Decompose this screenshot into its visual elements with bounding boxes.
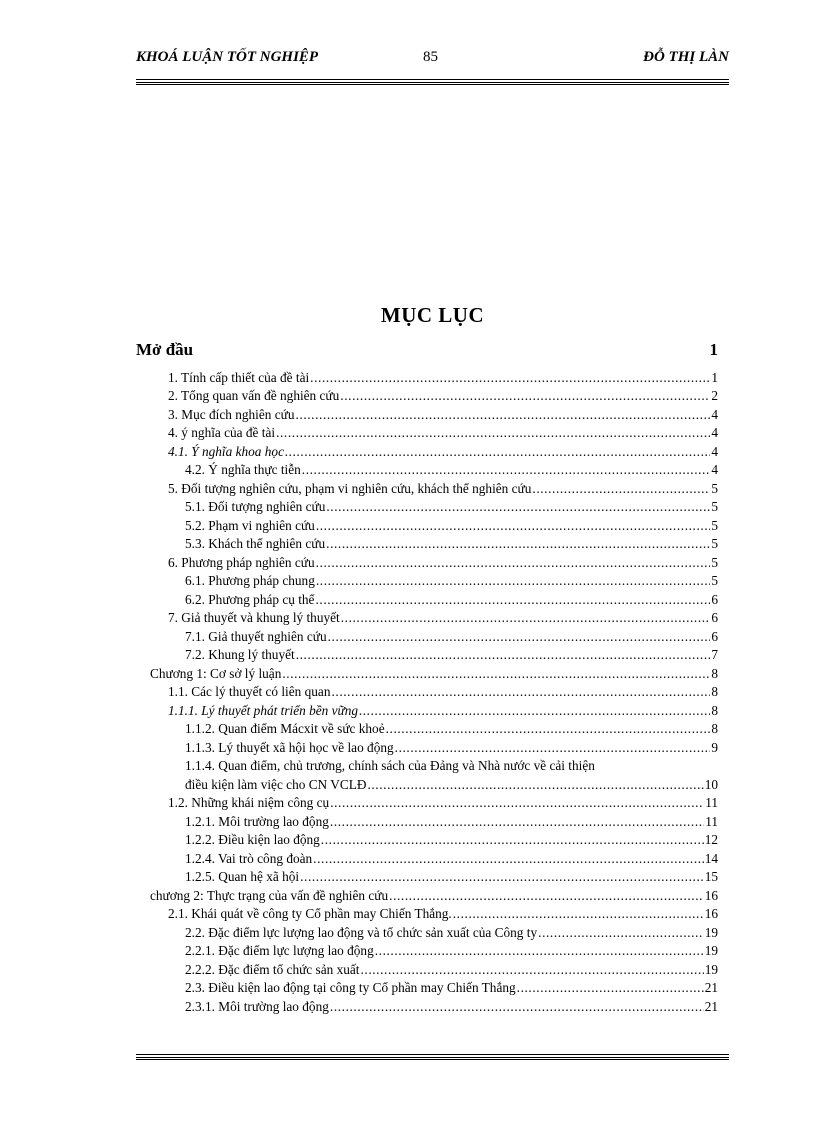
toc-first-page: 1 — [709, 340, 718, 359]
dot-leader — [341, 609, 711, 627]
dot-leader — [386, 720, 711, 738]
footer-rule-bottom — [136, 1059, 729, 1060]
toc-entry[interactable]: 4. ý nghĩa của đề tài ..... 4 — [168, 424, 718, 442]
toc-entry[interactable]: 1.2.5. Quan hệ xã hội ..... 15 — [185, 868, 718, 886]
toc-entry[interactable]: 2.2.1. Đặc điểm lực lượng lao động ..... 19 — [185, 942, 718, 960]
footer-rule-top — [136, 1054, 729, 1055]
toc-entry[interactable]: 7. Giả thuyết và khung lý thuyết ..... 6 — [168, 609, 718, 627]
header-rule-top — [136, 79, 729, 80]
dot-leader — [532, 480, 710, 498]
dot-leader — [328, 628, 711, 646]
toc-entry[interactable]: 7.2. Khung lý thuyết ..... 7 — [185, 646, 718, 664]
toc-entry[interactable]: 1.1.3. Lý thuyết xã hội học về lao động ..... 9 — [185, 739, 718, 757]
toc-entry[interactable]: 1. Tính cấp thiết của đề tài ..... 1 — [168, 369, 718, 387]
dot-leader — [538, 924, 704, 942]
toc-entry[interactable]: 1.1.1. Lý thuyết phát triển bền vững ..... 8 — [168, 702, 718, 720]
dot-leader — [389, 887, 704, 905]
toc-entry[interactable]: 6. Phương pháp nghiên cứu ..... 5 — [168, 554, 718, 572]
toc-entry[interactable]: 2.3.1. Môi trường lao động ..... 21 — [185, 998, 718, 1016]
dot-leader — [453, 905, 704, 923]
header-rule-mid — [136, 82, 729, 83]
dot-leader — [302, 461, 711, 479]
dot-leader — [315, 591, 710, 609]
dot-leader — [316, 517, 711, 535]
dot-leader — [359, 702, 710, 720]
toc-entry[interactable]: 4.1. Ý nghĩa khoa học ..... 4 — [168, 443, 718, 461]
header-thesis-title: KHOÁ LUẬN TỐT NGHIỆP — [136, 49, 319, 65]
dot-leader — [330, 813, 704, 831]
toc-entry-multiline[interactable]: 1.1.4. Quan điểm, chủ trương, chính sách của Đảng và Nhà nước về cải thiện — [185, 758, 595, 773]
dot-leader — [285, 443, 710, 461]
dot-leader — [517, 979, 704, 997]
dot-leader — [340, 387, 710, 405]
toc-entry[interactable]: 6.1. Phương pháp chung ..... 5 — [185, 572, 718, 590]
header-author: ĐỖ THỊ LÀN — [643, 49, 729, 65]
header-rule-bottom — [136, 84, 729, 85]
dot-leader — [395, 739, 711, 757]
toc-entry[interactable]: Chương 1: Cơ sở lý luận ..... 8 — [150, 665, 718, 683]
toc-entry[interactable]: 2.1. Khái quát về công ty Cổ phần may Chiến Thắng. ..... 16 — [168, 905, 718, 923]
dot-leader — [282, 665, 710, 683]
dot-leader — [330, 794, 704, 812]
toc-entry[interactable]: 1.2.1. Môi trường lao động ..... 11 — [185, 813, 718, 831]
dot-leader — [313, 850, 704, 868]
dot-leader — [300, 868, 704, 886]
dot-leader — [276, 424, 710, 442]
dot-leader — [326, 535, 710, 553]
toc-entry[interactable]: 4.2. Ý nghĩa thực tiễn ..... 4 — [185, 461, 718, 479]
toc-entry[interactable]: 3. Mục đích nghiên cứu ..... 4 — [168, 406, 718, 424]
dot-leader — [331, 683, 710, 701]
header-page-number: 85 — [423, 49, 438, 65]
toc-entry[interactable]: 1.1. Các lý thuyết có liên quan ..... 8 — [168, 683, 718, 701]
toc-entry[interactable]: 1.2.4. Vai trò công đoàn ..... 14 — [185, 850, 718, 868]
dot-leader — [375, 942, 704, 960]
toc-entry[interactable]: 6.2. Phương pháp cụ thể ..... 6 — [185, 591, 718, 609]
page-header — [136, 47, 729, 69]
toc-entry[interactable]: 7.1. Giả thuyết nghiên cứu ..... 6 — [185, 628, 718, 646]
dot-leader — [360, 961, 703, 979]
toc-entry[interactable]: 2. Tổng quan vấn đề nghiên cứu ..... 2 — [168, 387, 718, 405]
toc-entry[interactable]: chương 2: Thực trạng của vấn đề nghiên cứu ..... 16 — [150, 887, 718, 905]
toc-entry[interactable]: 2.2.2. Đặc điểm tổ chức sản xuất ..... 19 — [185, 961, 718, 979]
dot-leader — [310, 369, 710, 387]
toc-entry[interactable]: điều kiện làm việc cho CN VCLĐ ..... 10 — [185, 776, 718, 794]
footer-rule-mid — [136, 1057, 729, 1058]
toc-first-entry[interactable] — [136, 340, 718, 360]
dot-leader — [296, 646, 711, 664]
toc-entry[interactable]: 5.1. Đối tượng nghiên cứu ..... 5 — [185, 498, 718, 516]
toc-first-label: Mở đầu — [136, 340, 194, 359]
dot-leader — [295, 406, 710, 424]
toc-entry[interactable]: 1.2.2. Điều kiện lao động ..... 12 — [185, 831, 718, 849]
dot-leader — [326, 498, 710, 516]
dot-leader — [330, 998, 704, 1016]
dot-leader — [367, 776, 703, 794]
dot-leader — [316, 572, 711, 590]
toc-entry[interactable]: 5.2. Phạm vi nghiên cứu ..... 5 — [185, 517, 718, 535]
toc-entry[interactable]: 1.1.2. Quan điểm Mácxit về sức khoẻ ..... 8 — [185, 720, 718, 738]
toc-entry[interactable]: 2.2. Đặc điểm lực lượng lao động và tổ chức sản xuất của Công ty ..... 19 — [185, 924, 718, 942]
toc-entry[interactable]: 1.2. Những khái niệm công cụ ..... 11 — [168, 794, 718, 812]
toc-title: MỤC LỤC — [380, 303, 485, 327]
toc-entry[interactable]: 5. Đối tượng nghiên cứu, phạm vi nghiên cứu, khách thể nghiên cứu ..... 5 — [168, 480, 718, 498]
dot-leader — [316, 554, 711, 572]
dot-leader — [321, 831, 704, 849]
toc-entry[interactable]: 2.3. Điều kiện lao động tại công ty Cổ phần may Chiến Thắng ..... 21 — [185, 979, 718, 997]
toc-entry[interactable]: 5.3. Khách thể nghiên cứu ..... 5 — [185, 535, 718, 553]
